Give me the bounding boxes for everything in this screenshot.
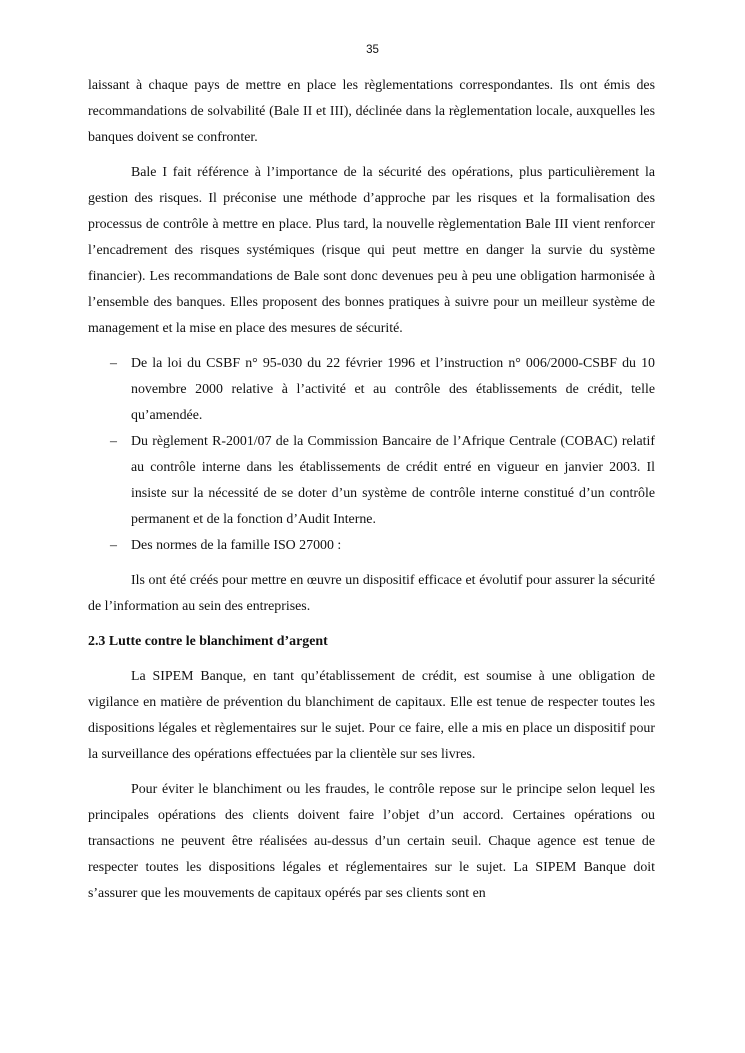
list-item <box>88 351 655 429</box>
list-item-text: Des normes de la famille ISO 27000 : <box>131 538 342 553</box>
list-item-text: Du règlement R-2001/07 de la Commission Bancaire de l’Afrique Centrale (COBAC) relatif au contrôle interne dans les établissements de crédit entré en vigueur en janvier 2003. Il insiste sur la nécessité de se doter d’un système de contrôle interne constitué d’un contrôle permanent et de la fonction d’Audit Interne. <box>131 434 655 527</box>
list-item <box>88 429 655 533</box>
paragraph-bale: Bale I fait référence à l’importance de la sécurité des opérations, plus particulièrement la gestion des risques. Il préconise une méthode d’approche par les risques et la formalisation des processus de contrôle à mettre en place. Plus tard, la nouvelle règlementation Bale III vient renforcer l’encadrement des risques systémiques (risque qui peut mettre en danger la survie du système financier). Les recommandations de Bale sont donc devenues peu à peu une obligation harmonisée à l’ensemble des banques. Elles proposent des bonnes pratiques à suivre pour un meilleur système de management et la mise en place des mesures de sécurité. <box>88 165 655 336</box>
list-item <box>88 533 655 559</box>
paragraph-continuation: laissant à chaque pays de mettre en place les règlementations correspondantes. Ils ont émis des recommandations de solvabilité (Bale II et III), déclinée dans la règlementation locale, auxquelles les banques doivent se confronter. <box>88 78 655 145</box>
dash-bullet-icon: – <box>110 538 117 553</box>
paragraph-sipem: La SIPEM Banque, en tant qu’établissement de crédit, est soumise à une obligation de vigilance en matière de prévention du blanchiment de capitaux. Elle est tenue de respecter toutes les dispositions légales et règlementaires sur le sujet. Pour ce faire, elle a mis en place un dispositif pour la surveillance des opérations effectuées par la clientèle sur ses livres. <box>88 669 655 762</box>
regulation-list <box>88 351 655 559</box>
document-body <box>88 73 655 907</box>
dash-bullet-icon: – <box>110 434 117 449</box>
paragraph-iso: Ils ont été créés pour mettre en œuvre un dispositif efficace et évolutif pour assurer la sécurité de l’information au sein des entreprises. <box>88 573 655 614</box>
paragraph-fraud: Pour éviter le blanchiment ou les fraudes, le contrôle repose sur le principe selon lequel les principales opérations des clients doivent faire l’objet d’un accord. Certaines opérations ou transactions ne peuvent être réalisées au-dessus d’un certain seuil. Chaque agence est tenue de respecter toutes les dispositions légales et réglementaires sur le sujet. La SIPEM Banque doit s’assurer que les mouvements de capitaux opérés par ses clients sont en <box>88 782 655 901</box>
page-number: 35 <box>366 44 379 56</box>
list-item-text: De la loi du CSBF n° 95-030 du 22 février 1996 et l’instruction n° 006/2000-CSBF du 10 novembre 2000 relative à l’activité et au contrôle des établissements de crédit, telle qu’amendée. <box>131 356 655 423</box>
section-heading: 2.3 Lutte contre le blanchiment d’argent <box>88 634 328 649</box>
dash-bullet-icon: – <box>110 356 117 371</box>
